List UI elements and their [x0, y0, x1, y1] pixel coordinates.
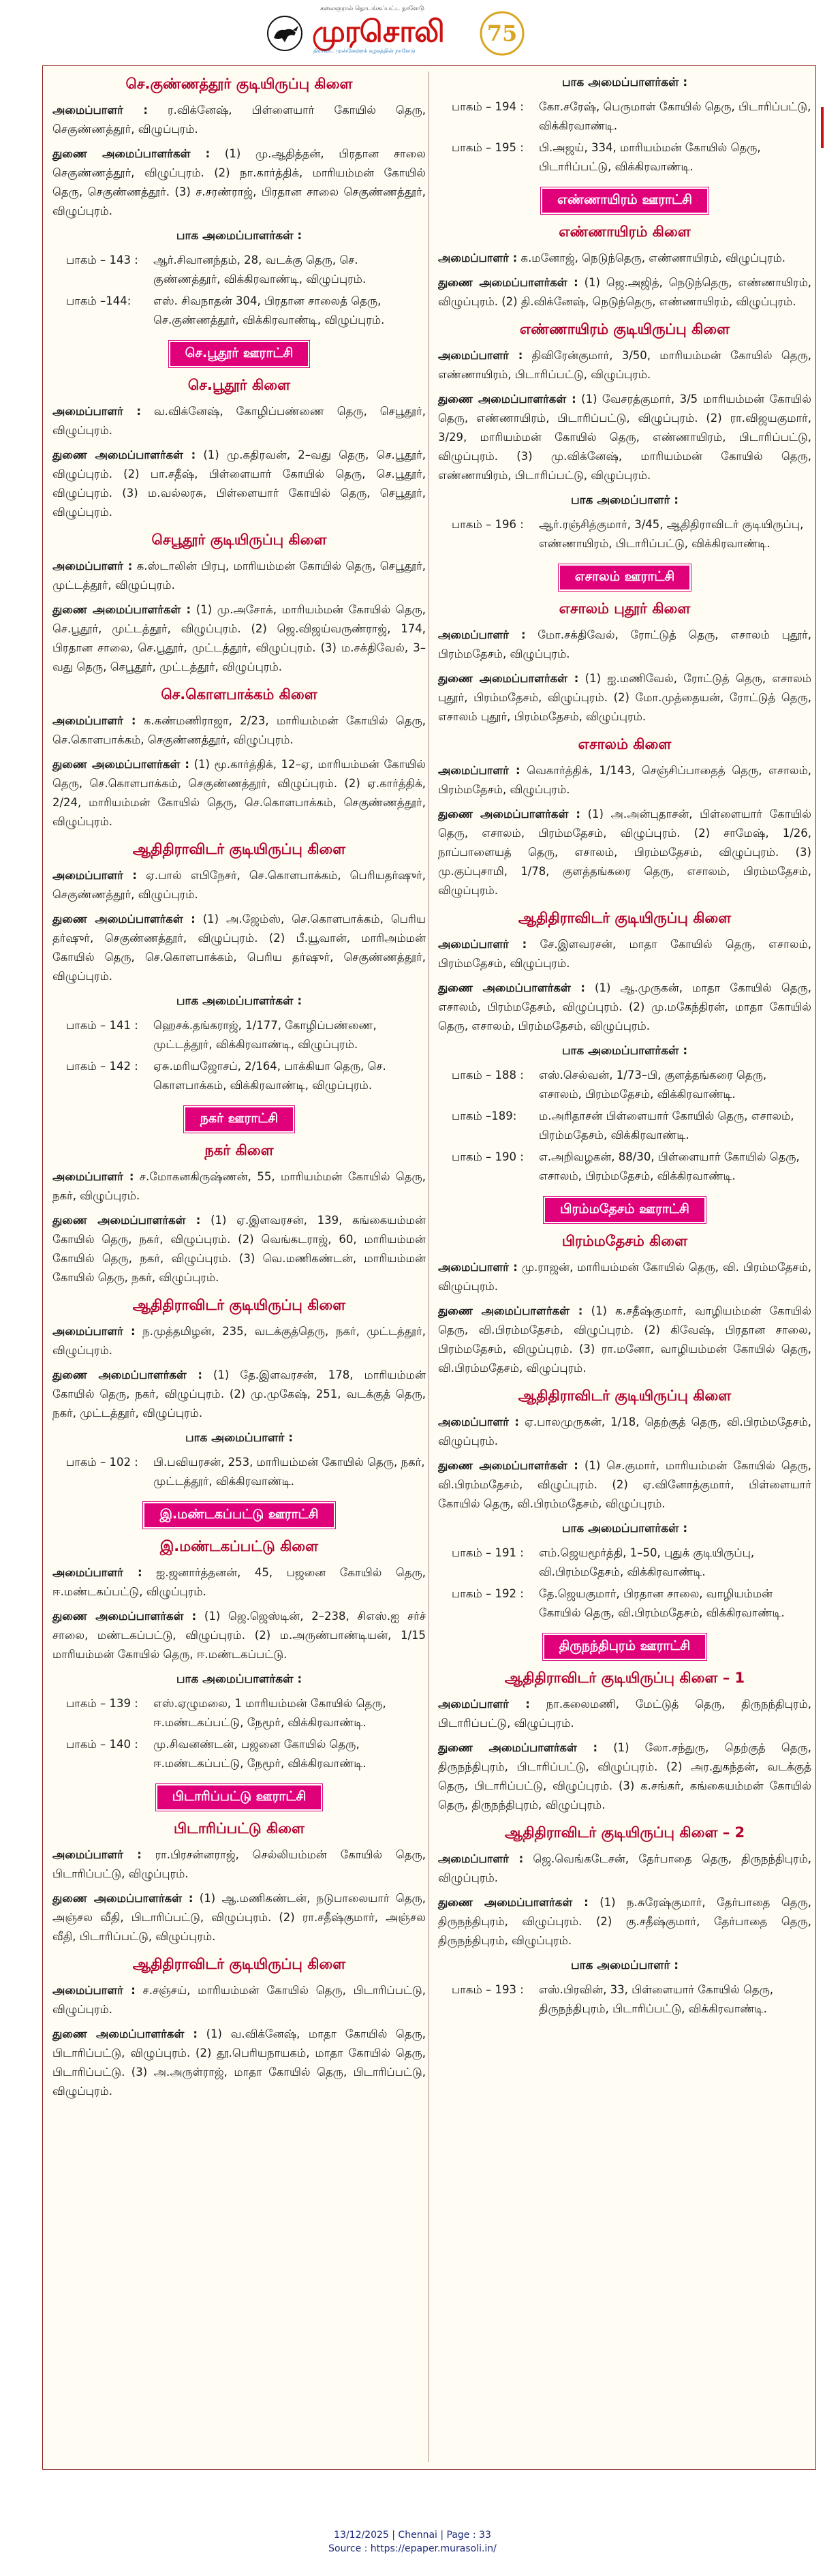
- branch-title: செ.குண்ணத்தூர் குடியிருப்பு கிளை: [125, 76, 353, 92]
- organizer-text: ரா.பிரசன்னராஜ், செல்லியம்மன் கோயில் தெரு, பிடாரிப்பட்டு, விழுப்புரம்.: [52, 1848, 426, 1880]
- deputy-label: துணை அமைப்பாளர்கள் :: [438, 1459, 578, 1472]
- booth-number: பாகம் – 195 :: [452, 141, 524, 154]
- booth-organizers-heading: பாக அமைப்பாளர்கள் :: [561, 1044, 688, 1058]
- deputy-text: (1) ஏ.இளவரசன், 139, கங்கையம்மன் கோயில் தெரு, நகர், விழுப்புரம். (2) வெங்கடராஜ், 60, மாரியம்மன் கோயில் தெரு, நகர், விழுப்புரம். (3) வெ.மணிகண்டன், மாரியம்மன் கோயில் தெரு, நகர், விழுப்புரம்.: [52, 1214, 426, 1284]
- organizer-text: வெகார்த்திக், 1/143, செஞ்சிப்பாதைத் தெரு, எசாலம், பிரம்மதேசம், விழுப்புரம்.: [438, 764, 811, 796]
- organizer-entry: [52, 1845, 426, 1884]
- deputy-label: துணை அமைப்பாளர்கள் :: [52, 147, 211, 160]
- booth-number: பாகம் – 194 :: [452, 100, 524, 113]
- deputy-organizers-entry: [438, 1738, 811, 1815]
- deputy-label: துணை அமைப்பாளர்கள் :: [52, 913, 196, 925]
- organizer-label: அமைப்பாளர் :: [438, 251, 518, 264]
- deputy-label: துணை அமைப்பாளர்கள் :: [52, 758, 190, 771]
- deputy-label: துணை அமைப்பாளர்கள் :: [438, 1741, 598, 1754]
- organizer-entry: [438, 1850, 811, 1888]
- deputy-organizers-entry: [438, 1893, 811, 1950]
- booth-organizer: ம.அரிதாசன் பிள்ளையார் கோயில் தெரு, எசாலம், பிரம்மதேசம், விக்கிரவாண்டி.: [539, 1109, 794, 1141]
- deputy-text: (1) ந.சுரேஷ்குமார், தேர்பாதை தெரு, திருநந்திபுரம், விழுப்புரம். (2) கு.சதீஷ்குமார், தேர்பாதை தெரு, திருநந்திபுரம், விழுப்புரம்.: [438, 1896, 811, 1947]
- organizer-text: க.கண்மணிராஜா, 2/23, மாரியம்மன் கோயில் தெரு, செ.கொளபாக்கம், செகுண்ணத்தூர், விழுப்புரம்.: [52, 714, 426, 746]
- booth-organizers-heading: பாக அமைப்பாளர்கள் :: [176, 229, 302, 243]
- booth-number: பாகம் – 190 :: [452, 1150, 524, 1163]
- deputy-text: (1) ஜெ.ஜெஸ்டின், 2–238, சிஎஸ்.ஐ சர்ச் சாலை, மண்டகப்பட்டு, விழுப்புரம். (2) ம.அருண்பாண்டியன், 1/15 மாரியம்மன் கோயில் தெரு, ஈ.மண்டகப்பட்டு.: [52, 1610, 426, 1661]
- masthead-title: முரசொலி: [312, 14, 444, 49]
- booth-organizer: எ.அறிவழகன், 88/30, பிள்ளையார் கோயில் தெரு, எசாலம், பிரம்மதேசம், விக்கிரவாண்டி.: [539, 1150, 800, 1182]
- organizer-label: அமைப்பாளர் :: [52, 1848, 142, 1861]
- organizer-label: அமைப்பாளர் :: [438, 764, 520, 777]
- organizer-entry: [52, 866, 426, 904]
- deputy-label: துணை அமைப்பாளர்கள் :: [438, 808, 581, 821]
- deputy-organizers-entry: [438, 1302, 811, 1378]
- branch-title: ஆதிதிராவிடர் குடியிருப்பு கிளை – 1: [504, 1670, 745, 1686]
- organizer-label: அமைப்பாளர் :: [52, 405, 141, 418]
- booth-organizer: எஸ்.செல்வன், 1/73–பி, குளத்தங்கரை தெரு, எசாலம், பிரம்மதேசம், விக்கிரவாண்டி.: [539, 1069, 767, 1101]
- organizer-label: அமைப்பாளர் :: [52, 714, 136, 727]
- booth-organizer: பி.அஜய், 334, மாரியம்மன் கோயில் தெரு, பிடாரிப்பட்டு, விக்கிரவாண்டி.: [539, 141, 761, 173]
- booth-organizers-heading: பாக அமைப்பாளர் :: [570, 493, 679, 507]
- deputy-text: (1) ஆ.முருகன், மாதா கோயில் தெரு, எசாலம், பிரம்மதேசம், விழுப்புரம். (2) மு.மகேந்திரன், மாதா கோயில் தெரு, எசாலம், பிரம்மதேசம், விழுப்புரம்.: [438, 981, 811, 1032]
- booth-organizer: கோ.சரேஷ், பெருமாள் கோயில் தெரு, பிடாரிப்பட்டு, விக்கிரவாண்டி.: [539, 100, 811, 132]
- deputy-organizers-entry: [52, 1889, 426, 1946]
- deputy-label: துணை அமைப்பாளர்கள் :: [52, 603, 191, 616]
- organizer-label: அமைப்பாளர் :: [52, 1566, 142, 1579]
- booth-row: [438, 1107, 811, 1145]
- panchayat-banner: எண்ணாயிரம் ஊராட்சி: [541, 187, 709, 214]
- deputy-label: துணை அமைப்பாளர்கள் :: [438, 672, 579, 685]
- page-info-footer: 13/12/2025 | Chennai | Page : 33: [334, 2530, 491, 2541]
- organizer-entry: [438, 1413, 811, 1451]
- deputy-label: துணை அமைப்பாளர்கள் :: [438, 1304, 583, 1317]
- deputy-label: துணை அமைப்பாளர்கள் :: [52, 1368, 202, 1381]
- organizer-text: மோ.சக்திவேல், ரோட்டுத் தெரு, எசாலம் புதூர், பிரம்மதேசம், விழுப்புரம்.: [438, 628, 811, 660]
- deputy-text: (1) வ.விக்னேஷ், மாதா கோயில் தெரு, பிடாரிப்பட்டு, விழுப்புரம். (2) தூ.பெரியநாயகம், மாதா கோயில் தெரு, பிடாரிப்பட்டு. (3) அ.அருள்ராஜ், மாதா கோயில் தெரு, பிடாரிப்பட்டு, விழுப்புரம்.: [52, 2027, 426, 2098]
- booth-number: பாகம் – 191 :: [452, 1546, 524, 1559]
- deputy-text: (1) மு.ஆதித்தன், பிரதான சாலை செகுண்ணத்தூர், விழுப்புரம். (2) நா.கார்த்திக், மாரியம்மன் கோயில் தெரு, செகுண்ணத்தூர். (3) ச.சரண்ராஜ், பிரதான சாலை செகுண்ணத்தூர், விழுப்புரம்.: [52, 147, 426, 217]
- organizer-text: க.ஸ்டாலின் பிரபு, மாரியம்மன் கோயில் தெரு, செபூதூர், முட்டத்தூர், விழுப்புரம்.: [52, 559, 426, 592]
- deputy-text: (1) அ.ஜேம்ஸ், செ.கொளபாக்கம், பெரிய தர்ஷுர், செகுண்ணத்தூர், விழுப்புரம். (2) பீ.யூவான், மாரிஅம்மன் கோயில் தெரு, செ.கொளபாக்கம், பெரிய தர்ஷுர், செகுண்ணத்தூர், விழுப்புரம்.: [52, 913, 426, 983]
- page-edge-marker: [821, 107, 824, 148]
- deputy-text: (1) செ.குமார், மாரியம்மன் கோயில் தெரு, வி.பிரம்மதேசம், விழுப்புரம். (2) ஏ.வினோத்குமார், பிள்ளையார் கோயில் தெரு, வி.பிரம்மதேசம், விழுப்புரம்.: [438, 1459, 811, 1510]
- branch-title: ஆதிதிராவிடர் குடியிருப்பு கிளை: [132, 1297, 346, 1313]
- panchayat-banner: திருநந்திபுரம் ஊராட்சி: [543, 1634, 707, 1660]
- organizer-text: ஏ.பால் எபிநேசர், செ.கொளபாக்கம், பெரியதர்ஷுர், செகுண்ணத்தூர், விழுப்புரம்.: [52, 869, 426, 901]
- booth-number: பாகம் – 102 :: [66, 1456, 138, 1469]
- booth-row: [438, 1980, 811, 2019]
- deputy-label: துணை அமைப்பாளர்கள் :: [52, 2027, 198, 2040]
- panchayat-banner: பிரம்மதேசம் ஊராட்சி: [544, 1197, 706, 1223]
- rising-sun-bull-icon: [264, 15, 305, 52]
- booth-number: பாகம் –144:: [66, 294, 131, 307]
- deputy-text: (1) லோ.சந்துரு, தெற்குத் தெரு, திருநந்திபுரம், பிடாரிப்பட்டு, விழுப்புரம். (2) அர.துகந்தன், வடக்குத் தெரு, பிடாரிப்பட்டு, விழுப்புரம். (3) க.சங்கர், கங்கையம்மன் கோயில் தெரு, திருநந்திபுரம், விழுப்புரம்.: [438, 1741, 811, 1811]
- organizer-entry: [52, 711, 426, 750]
- branch-title: எசாலம் புதூர் கிளை: [559, 600, 691, 617]
- deputy-label: துணை அமைப்பாளர்கள் :: [438, 276, 578, 289]
- booth-row: [438, 1544, 811, 1582]
- deputy-organizers-entry: [52, 144, 426, 221]
- anniversary-number: 75: [486, 20, 518, 46]
- panchayat-banner: இ.மண்டகப்பட்டு ஊராட்சி: [143, 1502, 334, 1529]
- booth-organizer: ஆர்.சிவானந்தம், 28, வடக்கு தெரு, செ. குண்ணத்தூர், விக்கிரவாண்டி, விழுப்புரம்.: [153, 254, 367, 286]
- deputy-organizers-entry: [52, 1607, 426, 1664]
- organizer-text: ர.விக்னேஷ், பிள்ளையார் கோயில் தெரு, செகுண்ணத்தூர், விழுப்புரம்.: [52, 104, 426, 136]
- deputy-label: துணை அமைப்பாளர்கள் :: [52, 1610, 197, 1623]
- organizer-text: ஏ.பாலமுருகன், 1/18, தெற்குத் தெரு, வி.பிரம்மதேசம், விழுப்புரம்.: [438, 1415, 811, 1447]
- deputy-text: (1) க.சதீஷ்குமார், வாழியம்மன் கோயில் தெரு, வி.பிரம்மதேசம், விழுப்புரம். (2) கிவேஷ், பிரதான சாலை, பிரம்மதேசம், விழுப்புரம். (3) ரா.மனோ, வாழியம்மன் கோயில் தெரு, வி.பிரம்மதேசம், விழுப்புரம்.: [438, 1304, 811, 1375]
- branch-title: எண்ணாயிரம் குடியிருப்பு கிளை: [519, 321, 730, 337]
- deputy-text: (1) அ.அன்புதாசன், பிள்ளையார் கோயில் தெரு, எசாலம், பிரம்மதேசம், விழுப்புரம். (2) சாமேஷ், 1/26, நாப்பாளையத் தெரு, எசாலம், பிரம்மதேசம், விழுப்புரம். (3) மு.குப்புசாமி, 1/78, குளத்தங்கரை தெரு, எசாலம், பிரம்மதேசம், விழுப்புரம்.: [438, 808, 811, 897]
- branch-title: ஆதிதிராவிடர் குடியிருப்பு கிளை – 2: [504, 1824, 745, 1841]
- branch-title: ஆதிதிராவிடர் குடியிருப்பு கிளை: [132, 841, 346, 857]
- booth-row: [52, 251, 426, 289]
- deputy-organizers-entry: [52, 910, 426, 986]
- booth-organizers-heading: பாக அமைப்பாளர் :: [185, 1431, 294, 1445]
- organizer-label: அமைப்பாளர் :: [438, 628, 526, 641]
- deputy-organizers-entry: [52, 600, 426, 677]
- booth-organizers-heading: பாக அமைப்பாளர்கள் :: [176, 994, 302, 1008]
- booth-row: [438, 1148, 811, 1186]
- booth-number: பாகம் – 141 :: [66, 1019, 138, 1032]
- booth-row: [52, 1057, 426, 1095]
- organizer-text: வ.விக்னேஷ், கோழிப்பண்ணை தெரு, செபூதூர், விழுப்புரம்.: [52, 405, 426, 437]
- content-frame: [42, 65, 816, 2470]
- deputy-label: துணை அமைப்பாளர்கள் :: [438, 1896, 589, 1909]
- booth-number: பாகம் – 140 :: [66, 1738, 138, 1751]
- booth-row: [52, 1694, 426, 1732]
- organizer-label: அமைப்பாளர் :: [438, 1261, 518, 1274]
- panchayat-banner: செ.பூதூர் ஊராட்சி: [169, 341, 310, 367]
- panchayat-banner: நகர் ஊராட்சி: [184, 1106, 295, 1133]
- organizer-text: சே.இளவரசன், மாதா கோயில் தெரு, எசாலம், பிரம்மதேசம், விழுப்புரம்.: [438, 938, 811, 970]
- deputy-text: (1) ஐ.மணிவேல், ரோட்டுத் தெரு, எசாலம் புதூர், பிரம்மதேசம், விழுப்புரம். (2) மோ.முத்தையன், ரோட்டுத் தெரு, எசாலம் புதூர், பிரம்மதேசம், விழுப்புரம்.: [438, 672, 811, 723]
- source-link[interactable]: Source : https://epaper.murasoli.in/: [328, 2543, 497, 2554]
- organizer-entry: [438, 935, 811, 973]
- branch-title: செ.கொளபாக்கம் கிளை: [161, 686, 317, 703]
- masthead-subtitle: திராவிட முன்னேற்றக் கழகத்தின் நாளேடு: [313, 48, 416, 54]
- branch-title: ஆதிதிராவிடர் குடியிருப்பு கிளை: [518, 910, 732, 926]
- deputy-text: (1) வேசரத்குமார், 3/5 மாரியம்மன் கோயில் தெரு, எண்ணாயிரம், பிடாரிப்பட்டு, விழுப்புரம். (2) ரா.விஜயகுமார், 3/29, மாரியம்மன் கோயில் தெரு, எண்ணாயிரம், பிடாரிப்பட்டு, விழுப்புரம். (3) மு.விக்னேஷ், மாரியம்மன் கோயில் தெரு, எண்ணாயிரம், பிடாரிப்பட்டு, விழுப்புரம்.: [438, 393, 811, 482]
- booth-row: [438, 97, 811, 136]
- deputy-text: (1) மு.அசோக், மாரியம்மன் கோயில் தெரு, செ.பூதூர், முட்டத்தூர், விழுப்புரம். (2) ஜெ.விஜய்வருண்ராஜ், 174, பிரதான சாலை, செ.பூதூர், முட்டத்தூர், விழுப்புரம். (3) ம.சக்திவேல், 3–வது தெரு, செபூதூர், முட்டத்தூர், விழுப்புரம்.: [52, 603, 426, 673]
- deputy-text: (1) ஜெ.அஜித், நெடுந்தெரு, எண்ணாயிரம், விழுப்புரம். (2) தி.விக்னேஷ், நெடுந்தெரு, எண்ணாயிரம், விழுப்புரம்.: [438, 276, 811, 308]
- organizer-label: அமைப்பாளர் :: [438, 938, 527, 951]
- deputy-organizers-entry: [52, 1366, 426, 1423]
- deputy-organizers-entry: [52, 1211, 426, 1287]
- masthead-tagline: கலைஞரால் தொடங்கப்பட்ட நாளேடு: [320, 5, 425, 12]
- deputy-label: துணை அமைப்பாளர்கள் :: [52, 1892, 193, 1905]
- organizer-entry: [52, 402, 426, 440]
- booth-row: [52, 292, 426, 330]
- booth-organizers-heading: பாக அமைப்பாளர்கள் :: [561, 76, 688, 89]
- organizer-text: ஜெ.வெங்கடேசன், தேர்பாதை தெரு, திருநந்திபுரம், விழுப்புரம்.: [438, 1852, 811, 1884]
- organizer-entry: [52, 1322, 426, 1360]
- branch-title: எசாலம் கிளை: [578, 736, 672, 752]
- deputy-label: துணை அமைப்பாளர்கள் :: [438, 393, 576, 405]
- organizer-entry: [438, 249, 811, 268]
- organizer-label: அமைப்பாளர் :: [438, 1698, 530, 1711]
- booth-organizer: தே.ஜெயகுமார், பிரதான சாலை, வாழியம்மன் கோயில் தெரு, வி.பிரம்மதேசம், விக்கிரவாண்டி.: [539, 1587, 785, 1619]
- deputy-organizers-entry: [52, 755, 426, 831]
- left-column: [52, 74, 426, 2106]
- branch-title: பிரம்மதேசம் கிளை: [561, 1233, 688, 1249]
- right-column: [438, 74, 811, 2021]
- booth-row: [438, 138, 811, 177]
- deputy-organizers-entry: [438, 273, 811, 311]
- deputy-text: (1) ஆ.மணிகண்டன், நடுபாலையார் தெரு, அஞ்சல வீதி, பிடாரிப்பட்டு, விழுப்புரம். (2) ரா.சதீஷ்குமார், அஞ்சல வீதி, பிடாரிப்பட்டு, விழுப்புரம்.: [52, 1892, 426, 1943]
- deputy-organizers-entry: [438, 805, 811, 900]
- organizer-entry: [438, 346, 811, 384]
- organizer-label: அமைப்பாளர் :: [52, 1325, 136, 1338]
- organizer-entry: [438, 761, 811, 799]
- booth-organizer: ஏசு.மரியஜோசப், 2/164, பாக்கியா தெரு, செ. கொளபாக்கம், விக்கிரவாண்டி, விழுப்புரம்.: [153, 1060, 386, 1092]
- deputy-organizers-entry: [438, 390, 811, 485]
- deputy-text: (1) மூ.கார்த்திக், 12–ஏ, மாரியம்மன் கோயில் தெரு, செ.கொளபாக்கம், செகுண்ணத்தூர், விழுப்புரம். (2) ஏ.கார்த்திக், 2/24, மாரியம்மன் கோயில் தெரு, செ.கொளபாக்கம், செகுண்ணத்தூர், விழுப்புரம்.: [52, 758, 426, 828]
- booth-row: [52, 1016, 426, 1054]
- booth-number: பாகம் – 142 :: [66, 1060, 138, 1073]
- booth-organizer: ஆர்.ரஞ்சித்குமார், 3/45, ஆதிதிராவிடர் குடியிருப்பு, எண்ணாயிரம், பிடாரிப்பட்டு, விக்கிரவாண்டி.: [539, 518, 804, 550]
- organizer-entry: [438, 626, 811, 664]
- deputy-organizers-entry: [438, 979, 811, 1036]
- booth-number: பாகம் – 139 :: [66, 1697, 138, 1710]
- panchayat-banner: பிடாரிப்பட்டு ஊராட்சி: [156, 1784, 323, 1811]
- booth-organizer: பி.பவியரசன், 253, மாரியம்மன் கோயில் தெரு, நகர், முட்டத்தூர், விக்கிரவாண்டி.: [153, 1456, 425, 1488]
- booth-row: [52, 1735, 426, 1773]
- masthead: [0, 0, 825, 59]
- organizer-text: ஐ.ஜனார்த்தனன், 45, பஜனை கோயில் தெரு, ஈ.மண்டகப்பட்டு, விழுப்புரம்.: [52, 1566, 426, 1598]
- booth-organizer: எஸ்.ஏழுமலை, 1 மாரியம்மன் கோயில் தெரு, ஈ.மண்டகப்பட்டு, நேமூர், விக்கிரவாண்டி.: [153, 1697, 386, 1729]
- organizer-label: அமைப்பாளர் :: [438, 349, 523, 362]
- deputy-label: துணை அமைப்பாளர்கள் :: [438, 981, 585, 994]
- branch-title: செபூதூர் குடியிருப்பு கிளை: [151, 532, 327, 548]
- panchayat-banner: எசாலம் ஊராட்சி: [559, 564, 691, 591]
- deputy-text: (1) மு.கதிரவன், 2–வது தெரு, செ.பூதூர், விழுப்புரம். (2) பா.சதீஷ், பிள்ளையார் கோயில் தெரு, செ.பூதூர், விழுப்புரம். (3) ம.வல்லரசு, பிள்ளையார் கோயில் தெரு, செபூதூர், விழுப்புரம்.: [52, 448, 426, 519]
- booth-number: பாகம் – 192 :: [452, 1587, 524, 1600]
- organizer-entry: [52, 1563, 426, 1601]
- organizer-text: திவிரேன்குமார், 3/50, மாரியம்மன் கோயில் தெரு, எண்ணாயிரம், பிடாரிப்பட்டு, விழுப்புரம்.: [438, 349, 811, 381]
- booth-organizer: எஸ். சிவநாதன் 304, பிரதான சாலைத் தெரு, செ.குண்ணத்தூர், விக்கிரவாண்டி, விழுப்புரம்.: [153, 294, 385, 326]
- deputy-text: (1) தே.இளவரசன், 178, மாரியம்மன் கோயில் தெரு, நகர், விழுப்புரம். (2) மு.முகேஷ், 251, வடக்குத் தெரு, நகர், முட்டத்தூர், விழுப்புரம்.: [52, 1368, 426, 1420]
- organizer-label: அமைப்பாளர் :: [52, 1984, 136, 1997]
- booth-organizer: எம்.ஜெயமூர்த்தி, 1–50, புதுக் குடியிருப்பு, வி.பிரம்மதேசம், விக்கிரவாண்டி.: [539, 1546, 755, 1578]
- booth-row: [438, 515, 811, 553]
- organizer-label: அமைப்பாளர் :: [52, 1170, 134, 1183]
- booth-row: [438, 1584, 811, 1623]
- organizer-text: நா.கலைமணி, மேட்டுத் தெரு, திருநந்திபுரம், பிடாரிப்பட்டு, விழுப்புரம்.: [438, 1698, 811, 1730]
- booth-organizers-heading: பாக அமைப்பாளர் :: [570, 1959, 679, 1972]
- organizer-entry: [438, 1695, 811, 1733]
- deputy-label: துணை அமைப்பாளர்கள் :: [52, 1214, 201, 1227]
- branch-title: பிடாரிப்பட்டு கிளை: [173, 1820, 305, 1837]
- organizer-entry: [52, 101, 426, 139]
- branch-title: ஆதிதிராவிடர் குடியிருப்பு கிளை: [518, 1387, 732, 1404]
- booth-organizer: ஹெசக்.தங்கராஜ், 1/177, கோழிப்பண்ணை, முட்டத்தூர், விக்கிரவாண்டி, விழுப்புரம்.: [153, 1019, 377, 1051]
- deputy-organizers-entry: [438, 669, 811, 726]
- organizer-entry: [52, 557, 426, 595]
- deputy-organizers-entry: [52, 2025, 426, 2101]
- organizer-text: ச.மோகனகிருஷ்ணன், 55, மாரியம்மன் கோயில் தெரு, நகர், விழுப்புரம்.: [52, 1170, 426, 1202]
- branch-title: செ.பூதூர் கிளை: [187, 377, 291, 393]
- deputy-label: துணை அமைப்பாளர்கள் :: [52, 448, 196, 461]
- booth-number: பாகம் –189:: [452, 1109, 517, 1122]
- branch-title: நகர் கிளை: [204, 1142, 274, 1159]
- organizer-label: அமைப்பாளர் :: [438, 1415, 520, 1428]
- organizer-text: ந.முத்தமிழன், 235, வடக்குத்தெரு, நகர், முட்டத்தூர், விழுப்புரம்.: [52, 1325, 426, 1357]
- booth-number: பாகம் – 188 :: [452, 1069, 524, 1082]
- organizer-label: அமைப்பாளர் :: [438, 1852, 524, 1865]
- booth-organizers-heading: பாக அமைப்பாளர்கள் :: [561, 1522, 688, 1535]
- deputy-organizers-entry: [438, 1456, 811, 1514]
- 75-anniversary-emblem-icon: [478, 10, 526, 57]
- organizer-text: மு.ராஜன், மாரியம்மன் கோயில் தெரு, வி. பிரம்மதேசம், விழுப்புரம்.: [438, 1261, 811, 1293]
- booth-number: பாகம் – 143 :: [66, 254, 138, 266]
- branch-title: ஆதிதிராவிடர் குடியிருப்பு கிளை: [132, 1956, 346, 1972]
- organizer-label: அமைப்பாளர் :: [52, 559, 133, 572]
- booth-organizers-heading: பாக அமைப்பாளர்கள் :: [176, 1672, 302, 1686]
- organizer-entry: [438, 1258, 811, 1296]
- branch-title: எண்ணாயிரம் கிளை: [559, 224, 691, 240]
- booth-organizer: மு.சிவனண்டன், பஜனை கோயில் தெரு, ஈ.மண்டகப்பட்டு, நேமூர், விக்கிரவாண்டி.: [153, 1738, 367, 1770]
- booth-number: பாகம் – 193 :: [452, 1983, 524, 1996]
- organizer-entry: [52, 1981, 426, 2019]
- booth-number: பாகம் – 196 :: [452, 518, 524, 531]
- organizer-label: அமைப்பாளர் :: [52, 869, 138, 882]
- branch-title: இ.மண்டகப்பட்டு கிளை: [159, 1538, 319, 1554]
- newspaper-logo[interactable]: [264, 12, 564, 55]
- booth-row: [52, 1453, 426, 1491]
- booth-row: [438, 1066, 811, 1104]
- deputy-organizers-entry: [52, 446, 426, 522]
- organizer-label: அமைப்பாளர் :: [52, 104, 149, 117]
- organizer-entry: [52, 1167, 426, 1206]
- organizer-text: க.மனோஜ், நெடுந்தெரு, எண்ணாயிரம், விழுப்புரம்.: [517, 251, 786, 264]
- organizer-text: ச.சஞ்சய், மாரியம்மன் கோயில் தெரு, பிடாரிப்பட்டு, விழுப்புரம்.: [52, 1984, 426, 2016]
- booth-organizer: எஸ்.பிரவின், 33, பிள்ளையார் கோயில் தெரு, திருநந்திபுரம், பிடாரிப்பட்டு, விக்கிரவாண்டி.: [539, 1983, 774, 2015]
